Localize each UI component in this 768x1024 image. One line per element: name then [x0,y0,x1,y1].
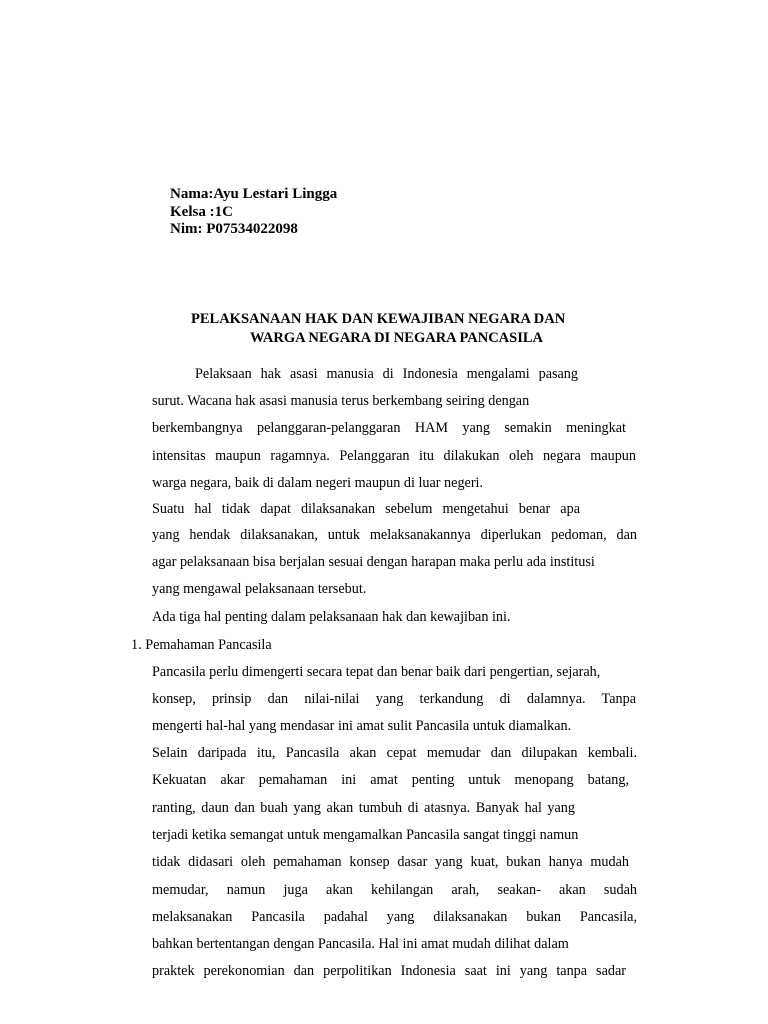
body-line: melaksanakan Pancasila padahal yang dilaksanakan bukan Pancasila, [152,909,637,925]
document-title-line-1: PELAKSANAAN HAK DAN KEWAJIBAN NEGARA DAN [191,311,566,327]
student-nim: Nim: P07534022098 [170,221,298,237]
list-item-heading: 1. Pemahaman Pancasila [131,637,272,653]
body-line: yang mengawal pelaksanaan tersebut. [152,581,367,597]
body-line: intensitas maupun ragamnya. Pelanggaran itu dilakukan oleh negara maupun [152,448,636,464]
body-line: agar pelaksanaan bisa berjalan sesuai dengan harapan maka perlu ada institusi [152,554,595,570]
body-line: ranting, daun dan buah yang akan tumbuh di atasnya. Banyak hal yang [152,800,575,816]
body-line: warga negara, baik di dalam negeri maupun di luar negeri. [152,475,484,491]
body-line: tidak didasari oleh pemahaman konsep dasar yang kuat, bukan hanya mudah [152,854,629,870]
body-line: praktek perekonomian dan perpolitikan Indonesia saat ini yang tanpa sadar [152,963,626,979]
body-line: Pelaksaan hak asasi manusia di Indonesia mengalami pasang [195,366,578,382]
body-line: yang hendak dilaksanakan, untuk melaksanakannya diperlukan pedoman, dan [152,527,637,543]
body-line: berkembangnya pelanggaran-pelanggaran HAM yang semakin meningkat [152,420,626,436]
body-line: Suatu hal tidak dapat dilaksanakan sebelum mengetahui benar apa [152,501,580,517]
body-line: memudar, namun juga akan kehilangan arah, seakan- akan sudah [152,882,637,898]
body-line: terjadi ketika semangat untuk mengamalkan Pancasila sangat tinggi namun [152,827,579,843]
student-identity-block [170,186,337,239]
body-line: bahkan bertentangan dengan Pancasila. Hal ini amat mudah dilihat dalam [152,936,569,952]
body-line: mengerti hal-hal yang mendasar ini amat sulit Pancasila untuk diamalkan. [152,718,572,734]
document-title-line-2: WARGA NEGARA DI NEGARA PANCASILA [250,330,543,346]
student-class: Kelsa :1C [170,203,233,220]
body-line: Selain daripada itu, Pancasila akan cepat memudar dan dilupakan kembali. [152,745,637,761]
body-line: Kekuatan akar pemahaman ini amat penting untuk menopang batang, [152,772,629,788]
body-line: surut. Wacana hak asasi manusia terus berkembang seiring dengan [152,393,530,409]
body-line: Pancasila perlu dimengerti secara tepat dan benar baik dari pengertian, sejarah, [152,664,601,680]
body-line: konsep, prinsip dan nilai-nilai yang terkandung di dalamnya. Tanpa [152,691,636,707]
body-line: Ada tiga hal penting dalam pelaksanaan hak dan kewajiban ini. [152,609,511,625]
student-name: Nama:Ayu Lestari Lingga [170,186,338,202]
